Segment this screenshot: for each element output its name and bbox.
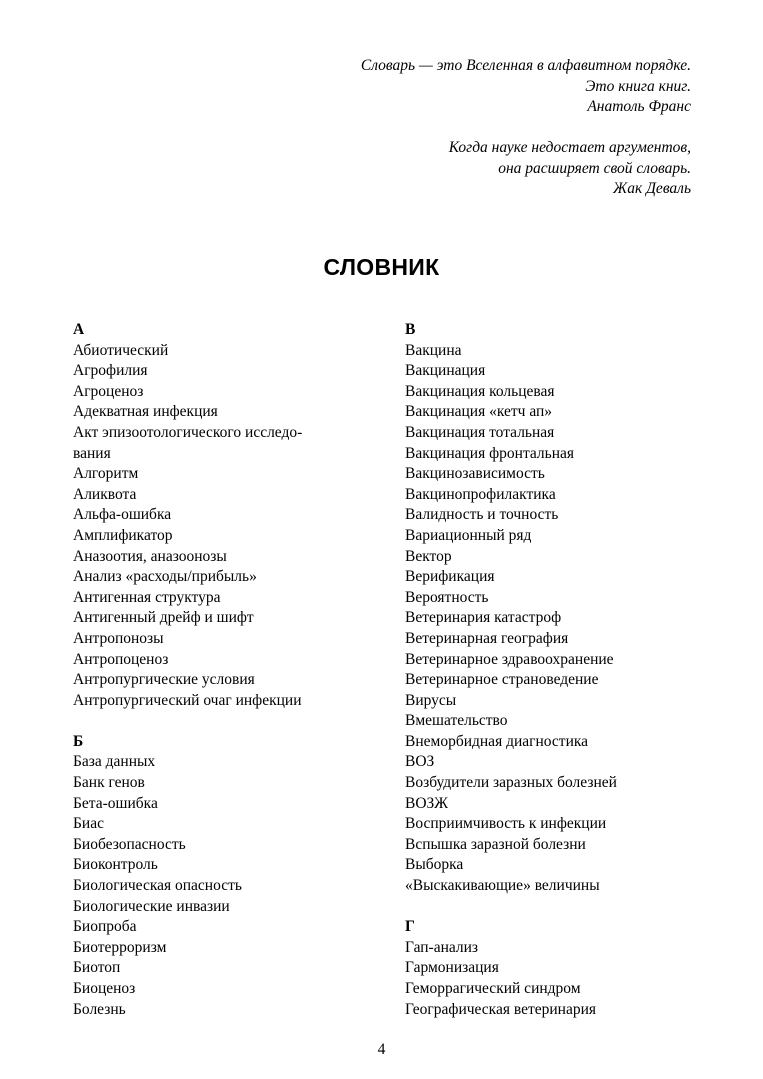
glossary-term: Агрофилия (73, 362, 148, 380)
glossary-term: Аликвота (73, 485, 137, 503)
glossary-term: Вспышка заразной болезни (405, 835, 586, 853)
glossary-term: Возбудители заразных болезней (405, 774, 617, 792)
glossary-term: Ветеринарное страноведение (405, 671, 599, 689)
glossary-term: Вакцинация тотальная (405, 423, 555, 441)
glossary-term: Внеморбидная диагностика (405, 732, 589, 750)
glossary-term: Валидность и точность (405, 506, 559, 524)
glossary-term: Вакцинация «кетч ап» (405, 403, 553, 421)
glossary-term: База данных (73, 753, 156, 771)
glossary-term: вания (73, 444, 111, 462)
epigraph-1 (361, 56, 691, 118)
epigraph-quote-line: Словарь — это Вселенная в алфавитном порядке. (360, 57, 691, 74)
section-letter-heading: В (405, 321, 416, 338)
glossary-term: Гап-анализ (405, 938, 479, 956)
glossary-term: Биотоп (73, 959, 121, 977)
glossary-term: Биоценоз (73, 980, 136, 997)
section-letter-heading: Г (405, 918, 415, 936)
glossary-term: Биологическая опасность (73, 877, 242, 895)
glossary-term: Вариационный ряд (405, 526, 532, 544)
glossary-term: Антропонозы (73, 629, 164, 647)
glossary-term: Ветеринарная география (405, 629, 569, 647)
letter-section (73, 320, 373, 711)
epigraph-author: Жак Деваль (613, 180, 691, 197)
glossary-term: Вмешательство (405, 712, 508, 730)
glossary-term: Гармонизация (405, 959, 499, 977)
letter-section (73, 732, 373, 1020)
glossary-term: Вакцинопрофилактика (405, 485, 556, 503)
glossary-term: Биобезопасность (73, 835, 186, 853)
epigraph-author: Анатоль Франс (587, 98, 691, 115)
glossary-term: Ветеринарное здравоохранение (405, 650, 614, 668)
glossary-term: Абиотический (73, 341, 169, 359)
glossary-term: Выборка (405, 856, 464, 874)
glossary-term: Вакцинация фронтальная (405, 444, 575, 462)
glossary-term: Вероятность (405, 588, 489, 606)
glossary-column-right (405, 320, 705, 1041)
glossary-term: Биологические инвазии (73, 897, 230, 915)
letter-section (405, 917, 705, 1020)
glossary-term: Географическая ветеринария (405, 1000, 597, 1018)
glossary-term: ВОЗ (405, 753, 435, 771)
glossary-term: Антропургические условия (73, 671, 255, 689)
glossary-term: Болезнь (73, 1000, 126, 1018)
glossary-term: Восприимчивость к инфекции (405, 815, 607, 833)
glossary-term: Аназоотия, аназоонозы (73, 547, 227, 565)
glossary-term: Вакцинация кольцевая (405, 382, 555, 400)
glossary-term: Биоконтроль (73, 856, 158, 874)
epigraph-quote-line: Когда науке недостает аргументов, (448, 139, 691, 156)
glossary-term: Вакцина (405, 341, 462, 359)
glossary-term: Антропургический очаг инфекции (73, 691, 302, 709)
glossary-term: Вакцинозависимость (405, 465, 545, 483)
glossary-term: Геморрагический синдром (405, 980, 581, 997)
glossary-term: Биопроба (73, 918, 137, 936)
glossary-term: Амплификатор (73, 526, 173, 544)
glossary-term: Вектор (405, 547, 452, 565)
glossary-term: Бета-ошибка (73, 794, 158, 812)
epigraph-quote-line: Это книга книг. (585, 77, 691, 95)
glossary-term: Акт эпизоотологического исследо- (73, 423, 303, 441)
page-title: СЛОВНИК (323, 254, 440, 280)
glossary-term: Алгоритм (73, 465, 139, 483)
glossary-term: Биотерроризм (73, 938, 167, 956)
glossary-term: ВОЗЖ (405, 794, 448, 812)
section-letter-heading: А (73, 321, 85, 338)
glossary-term: Адекватная инфекция (73, 403, 218, 421)
glossary-term: Агроценоз (73, 382, 144, 400)
epigraph-2 (449, 138, 691, 200)
page-number: 4 (377, 1041, 386, 1058)
glossary-term: Ветеринария катастроф (405, 609, 562, 627)
glossary-term: Верификация (405, 568, 495, 586)
glossary-term: «Выскакивающие» величины (405, 877, 600, 895)
epigraph-quote-line: она расширяет свой словарь. (498, 159, 691, 177)
glossary-term: Банк генов (73, 774, 145, 792)
glossary-term: Биас (73, 815, 104, 833)
glossary-term: Антигенный дрейф и шифт (73, 609, 254, 627)
glossary-term: Альфа-ошибка (73, 506, 172, 524)
glossary-column-left (73, 320, 373, 1041)
section-letter-heading: Б (73, 732, 84, 750)
glossary-term: Антигенная структура (73, 588, 221, 606)
glossary-term: Вакцинация (405, 362, 486, 380)
letter-section (405, 320, 705, 897)
glossary-term: Анализ «расходы/прибыль» (73, 568, 257, 586)
glossary-term: Вирусы (405, 691, 457, 709)
glossary-term: Антропоценоз (73, 650, 169, 668)
